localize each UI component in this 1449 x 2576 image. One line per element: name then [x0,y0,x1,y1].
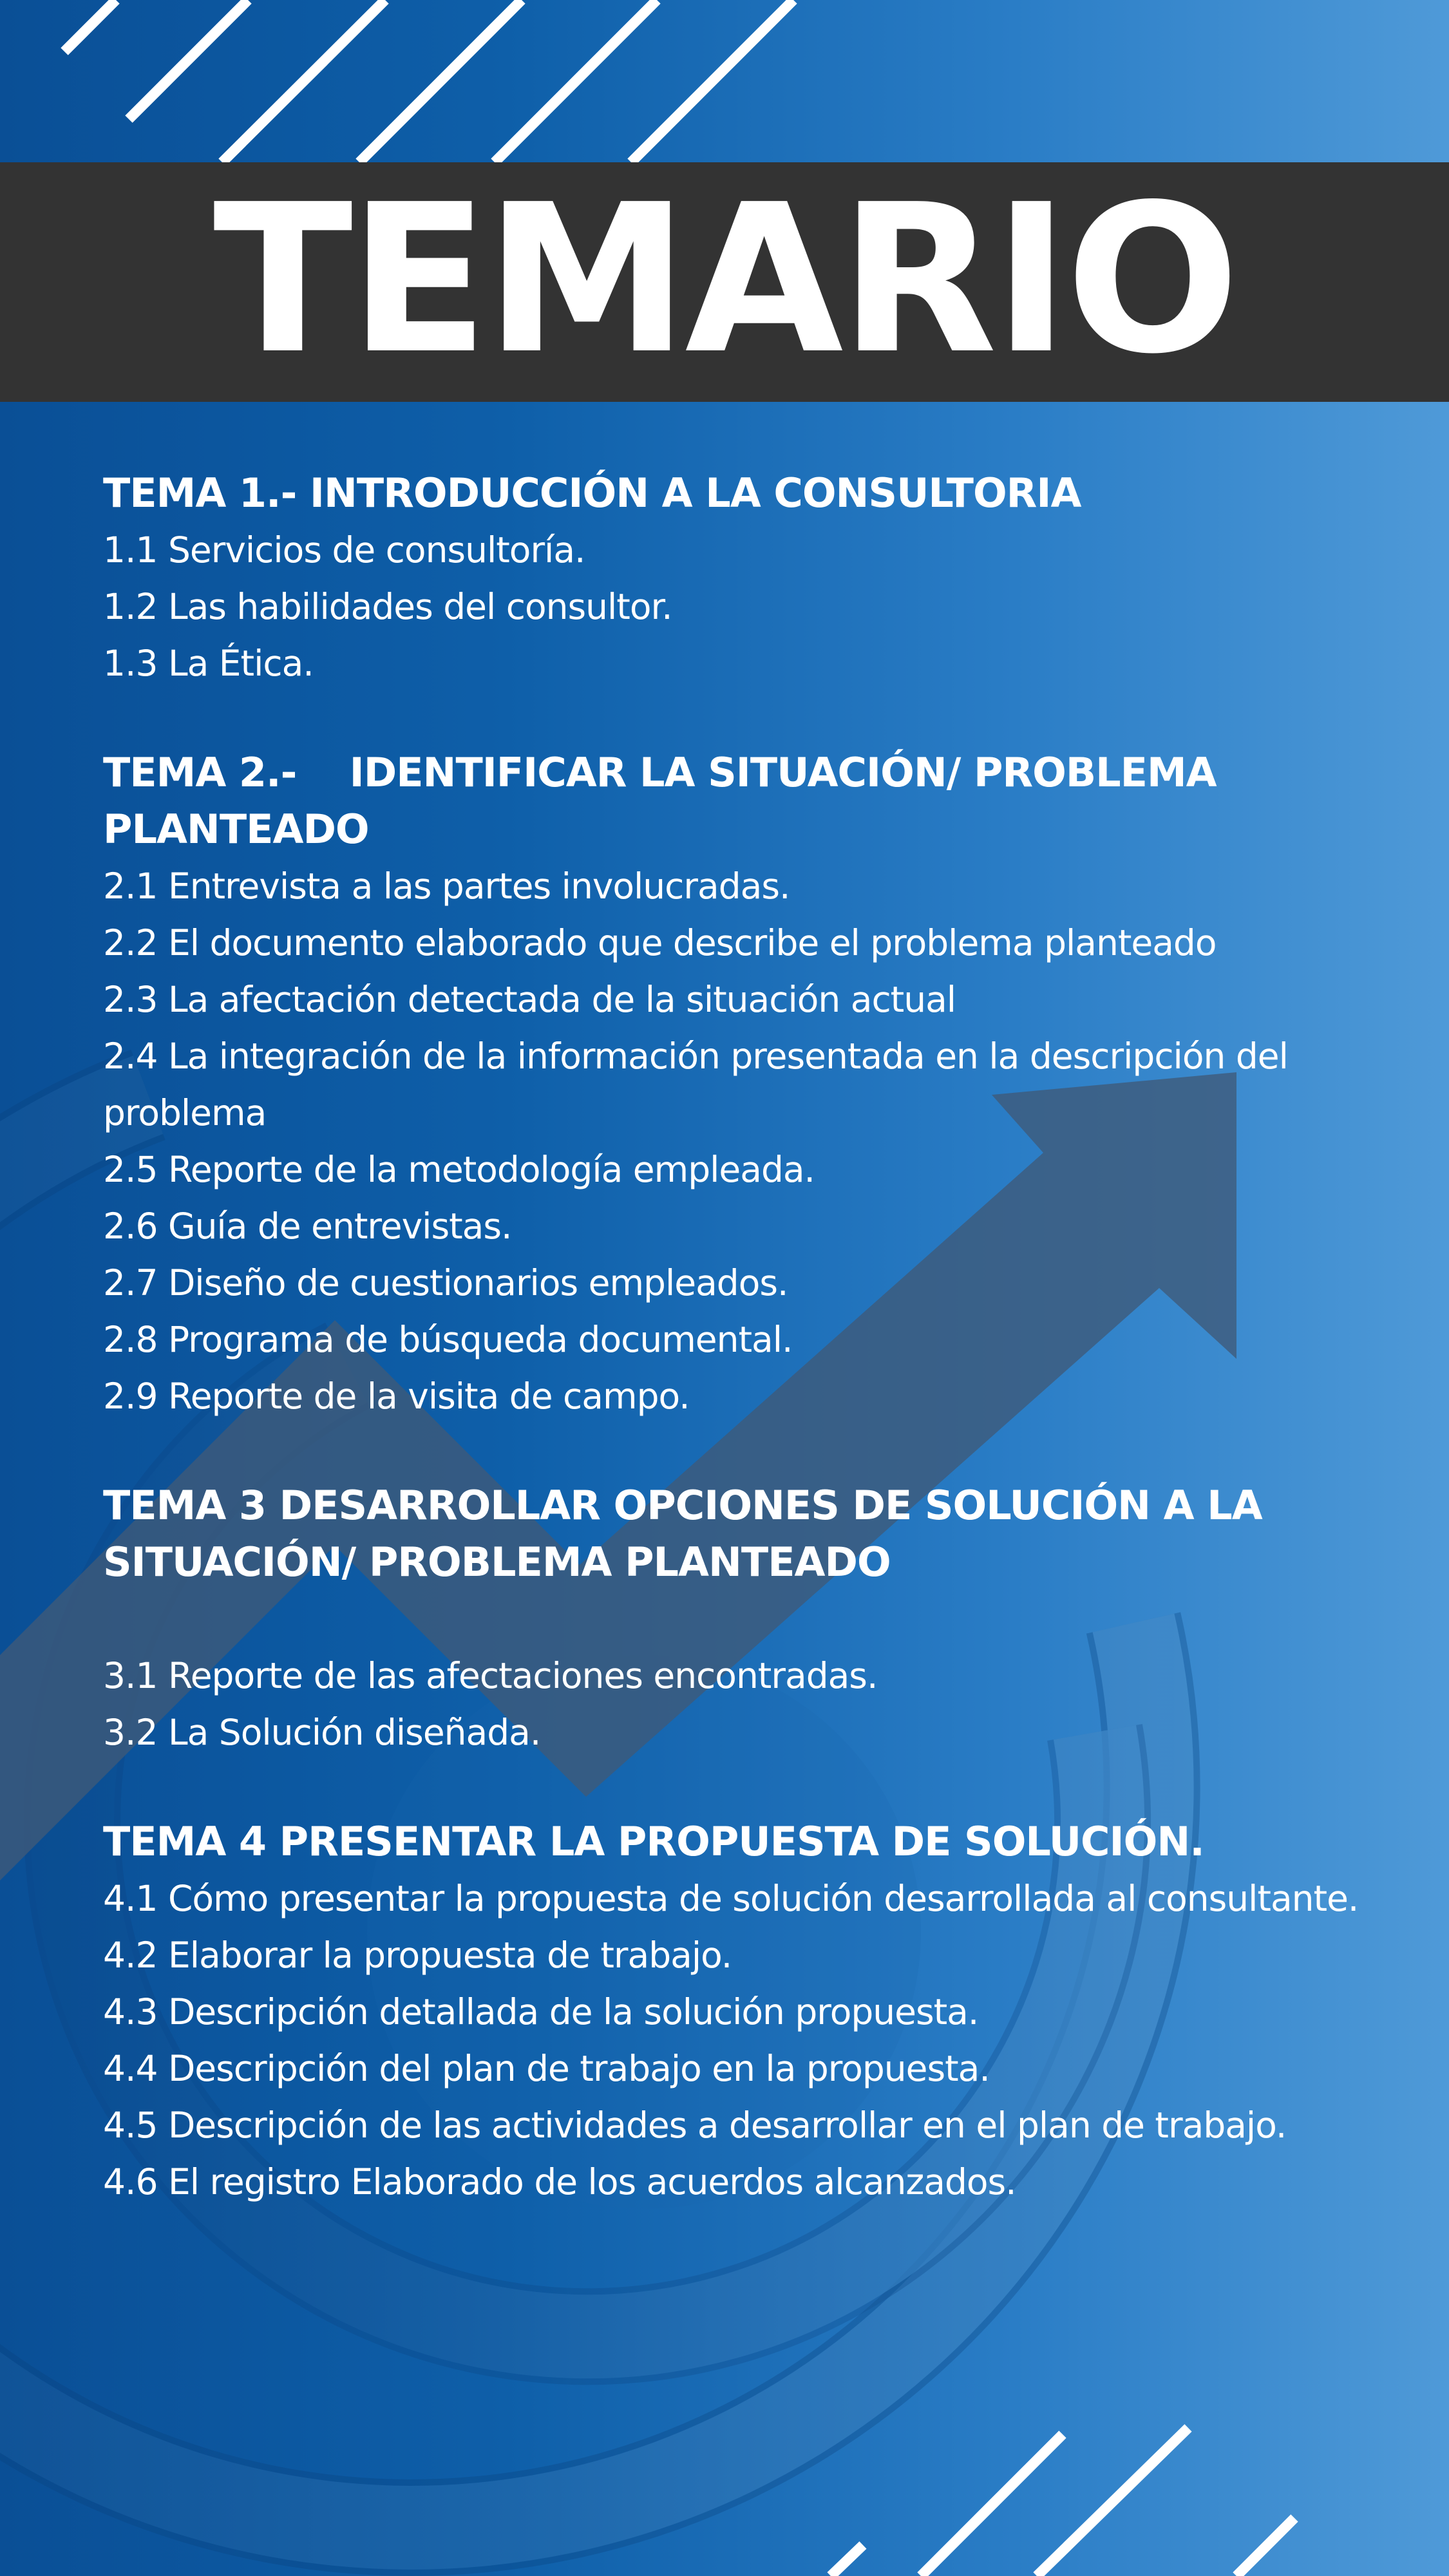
topic-item: 2.6 Guía de entrevistas. [103,1206,512,1247]
topic-item: 2.5 Reporte de la metodología empleada. [103,1149,815,1190]
topic-item: 1.2 Las habilidades del consultor. [103,586,672,627]
topic-item: 4.3 Descripción detallada de la solución propuesta. [103,1991,979,2032]
bottom-stripes-decoration [831,2428,1294,2576]
section-tema-3 [103,1477,1397,1761]
topic-item: 1.1 Servicios de consultoría. [103,529,585,571]
topic-item: 2.7 Diseño de cuestionarios empleados. [103,1262,788,1303]
section-heading: TEMA 1.- INTRODUCCIÓN A LA CONSULTORIA [103,469,1081,516]
section-tema-1 [103,465,1397,692]
topic-item: 2.9 Reporte de la visita de campo. [103,1376,690,1417]
section-heading: TEMA 3 DESARROLLAR OPCIONES DE SOLUCIÓN A LA SITUACIÓN/ PROBLEMA PLANTEADO [103,1482,1276,1586]
topic-item: 4.4 Descripción del plan de trabajo en la propuesta. [103,2048,990,2089]
topic-item: 2.8 Programa de búsqueda documental. [103,1319,793,1360]
syllabus-content [103,465,1397,2263]
topic-item: 2.3 La afectación detectada de la situación actual [103,979,956,1020]
topic-list [103,1647,1397,1761]
topic-list [103,858,1397,1425]
topic-item: 4.6 El registro Elaborado de los acuerdos alcanzados. [103,2161,1016,2202]
topic-item: 4.2 Elaborar la propuesta de trabajo. [103,1935,732,1976]
topic-list [103,522,1397,692]
topic-item: 2.2 El documento elaborado que describe el problema planteado [103,922,1217,963]
topic-item: 3.2 La Solución diseñada. [103,1712,541,1753]
topic-item: 2.1 Entrevista a las partes involucradas. [103,866,790,907]
title-band [0,162,1449,402]
topic-item: 4.5 Descripción de las actividades a desarrollar en el plan de trabajo. [103,2105,1287,2146]
page-title: TEMARIO [213,160,1236,399]
topic-item: 1.3 La Ética. [103,643,314,684]
top-stripes-decoration [64,0,793,162]
section-heading: TEMA 4 PRESENTAR LA PROPUESTA DE SOLUCIÓN. [103,1818,1204,1865]
topic-item: 3.1 Reporte de las afectaciones encontradas. [103,1655,878,1696]
topic-item: 2.4 La integración de la información presentada en la descripción del problema [103,1036,1288,1133]
topic-list [103,1870,1397,2210]
section-heading: TEMA 2.- IDENTIFICAR LA SITUACIÓN/ PROBLEMA PLANTEADO [103,749,1230,853]
section-tema-4 [103,1814,1397,2210]
section-tema-2 [103,744,1397,1425]
topic-item: 4.1 Cómo presentar la propuesta de solución desarrollada al consultante. [103,1878,1359,1919]
